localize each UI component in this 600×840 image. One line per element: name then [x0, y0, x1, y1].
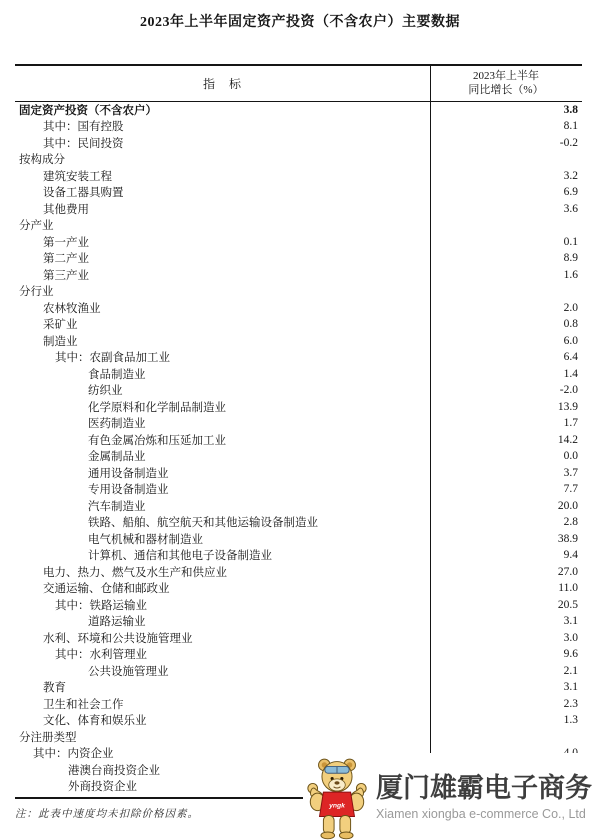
row-label: 分行业 [19, 286, 54, 299]
data-table [15, 64, 582, 799]
row-value: -2.0 [559, 384, 578, 397]
row-label: 专用设备制造业 [88, 484, 169, 497]
table-row [15, 118, 582, 135]
table-row [15, 250, 582, 267]
table-row [15, 663, 582, 680]
row-value: 20.0 [557, 499, 578, 512]
row-value: 8.1 [563, 120, 578, 133]
svg-text:yngk: yngk [329, 802, 345, 810]
row-label: 农林牧渔业 [43, 302, 101, 315]
row-value: 3.1 [563, 615, 578, 628]
row-label: 电力、热力、燃气及水生产和供应业 [43, 566, 227, 579]
table-row [15, 448, 582, 465]
row-value: 3.1 [563, 681, 578, 694]
row-value: 7.7 [563, 483, 578, 496]
table-row [15, 465, 582, 482]
header-value-line1: 2023年上半年 [473, 70, 539, 83]
header-value-line2: 同比增长（%） [468, 84, 544, 97]
row-label: 化学原料和化学制品制造业 [88, 401, 226, 414]
row-value: 2.3 [563, 697, 578, 710]
row-label: 分产业 [19, 220, 54, 233]
row-label: 纺织业 [88, 385, 123, 398]
row-value: 27.0 [557, 565, 578, 578]
table-row [15, 316, 582, 333]
row-value: 1.3 [563, 714, 578, 727]
row-label: 有色金属冶炼和压延加工业 [88, 434, 226, 447]
table-row [15, 729, 582, 746]
row-value: 20.5 [557, 598, 578, 611]
row-value: 8.9 [563, 252, 578, 265]
row-label: 食品制造业 [88, 368, 146, 381]
table-row [15, 135, 582, 152]
muscle-bear-mascot-icon [303, 756, 371, 840]
row-label: 其中：农副食品加工业 [55, 352, 170, 365]
table-row [15, 630, 582, 647]
table-row [15, 613, 582, 630]
table-row [15, 382, 582, 399]
table-row [15, 300, 582, 317]
table-row [15, 712, 582, 729]
row-value: 3.8 [563, 103, 578, 116]
row-label: 道路运输业 [88, 616, 146, 629]
table-row [15, 184, 582, 201]
table-header-row [15, 66, 582, 102]
table-row [15, 481, 582, 498]
row-value: 3.6 [563, 202, 578, 215]
table-row [15, 696, 582, 713]
table-row [15, 168, 582, 185]
row-label: 电气机械和器材制造业 [88, 533, 203, 546]
row-label: 教育 [43, 682, 66, 695]
row-value: 9.6 [563, 648, 578, 661]
row-value: 6.0 [563, 334, 578, 347]
row-value: 1.6 [563, 268, 578, 281]
row-label: 按构成分 [19, 154, 65, 167]
row-label: 汽车制造业 [88, 500, 146, 513]
row-label: 第一产业 [43, 236, 89, 249]
table-row [15, 151, 582, 168]
row-label: 水利、环境和公共设施管理业 [43, 632, 193, 645]
table-row [15, 564, 582, 581]
page-title: 2023年上半年固定资产投资（不含农户）主要数据 [140, 15, 460, 30]
row-value: 9.4 [563, 549, 578, 562]
table-row [15, 234, 582, 251]
header-value [430, 66, 582, 101]
row-label: 其中：铁路运输业 [55, 599, 147, 612]
row-value: 0.8 [563, 318, 578, 331]
table-row [15, 514, 582, 531]
row-label: 固定资产投资（不含农户） [19, 104, 157, 117]
table-row [15, 201, 582, 218]
table-row [15, 646, 582, 663]
table-row [15, 102, 582, 119]
row-label: 其中：民间投资 [43, 137, 124, 150]
row-value: 3.0 [563, 631, 578, 644]
row-label: 设备工器具购置 [43, 187, 124, 200]
table-row [15, 217, 582, 234]
row-value: 3.2 [563, 169, 578, 182]
footnote: 注：此表中速度均未扣除价格因素。 [15, 809, 199, 820]
row-label: 通用设备制造业 [88, 467, 169, 480]
row-value: 1.7 [563, 417, 578, 430]
row-value: 2.0 [563, 301, 578, 314]
row-value: 11.0 [558, 582, 578, 595]
row-value: 3.7 [563, 466, 578, 479]
table-row [15, 679, 582, 696]
row-value: 0.1 [563, 235, 578, 248]
row-label: 公共设施管理业 [88, 665, 169, 678]
watermark-text [376, 773, 592, 821]
row-label: 建筑安装工程 [43, 170, 112, 183]
table-row [15, 498, 582, 515]
row-label: 卫生和社会工作 [43, 698, 124, 711]
row-label: 文化、体育和娱乐业 [43, 715, 147, 728]
company-watermark [303, 753, 600, 840]
table-row [15, 349, 582, 366]
table-row [15, 415, 582, 432]
row-value: 13.9 [557, 400, 578, 413]
row-label: 铁路、船舶、航空航天和其他运输设备制造业 [88, 517, 318, 530]
row-value: 0.0 [563, 450, 578, 463]
row-label: 其他费用 [43, 203, 89, 216]
company-name-en: Xiamen xiongba e-commerce Co., Ltd [376, 806, 586, 821]
table-body [15, 102, 582, 795]
row-label: 医药制造业 [88, 418, 146, 431]
row-value: 6.4 [563, 351, 578, 364]
table-row [15, 580, 582, 597]
table-row [15, 432, 582, 449]
row-label: 制造业 [43, 335, 78, 348]
header-indicator: 指 标 [202, 76, 242, 91]
table-row [15, 531, 582, 548]
row-value: 14.2 [557, 433, 578, 446]
row-label: 第二产业 [43, 253, 89, 266]
row-value: -0.2 [559, 136, 578, 149]
row-value: 1.4 [563, 367, 578, 380]
table-row [15, 333, 582, 350]
table-row [15, 399, 582, 416]
row-label: 其中：国有控股 [43, 121, 124, 134]
row-label: 港澳台商投资企业 [68, 764, 160, 777]
table-row [15, 597, 582, 614]
row-label: 其中：水利管理业 [55, 649, 147, 662]
row-label: 金属制品业 [88, 451, 146, 464]
row-label: 第三产业 [43, 269, 89, 282]
company-name-cn: 厦门雄霸电子商务 [376, 772, 592, 803]
row-value: 2.8 [563, 516, 578, 529]
table-row [15, 267, 582, 284]
row-label: 外商投资企业 [68, 781, 137, 794]
row-value: 38.9 [557, 532, 578, 545]
row-value: 2.1 [563, 664, 578, 677]
row-label: 分注册类型 [19, 731, 77, 744]
row-label: 交通运输、仓储和邮政业 [43, 583, 170, 596]
row-label: 其中：内资企业 [33, 748, 114, 761]
row-label: 计算机、通信和其他电子设备制造业 [88, 550, 272, 563]
row-label: 采矿业 [43, 319, 78, 332]
table-row [15, 547, 582, 564]
row-value: 6.9 [563, 186, 578, 199]
table-row [15, 366, 582, 383]
table-row [15, 283, 582, 300]
